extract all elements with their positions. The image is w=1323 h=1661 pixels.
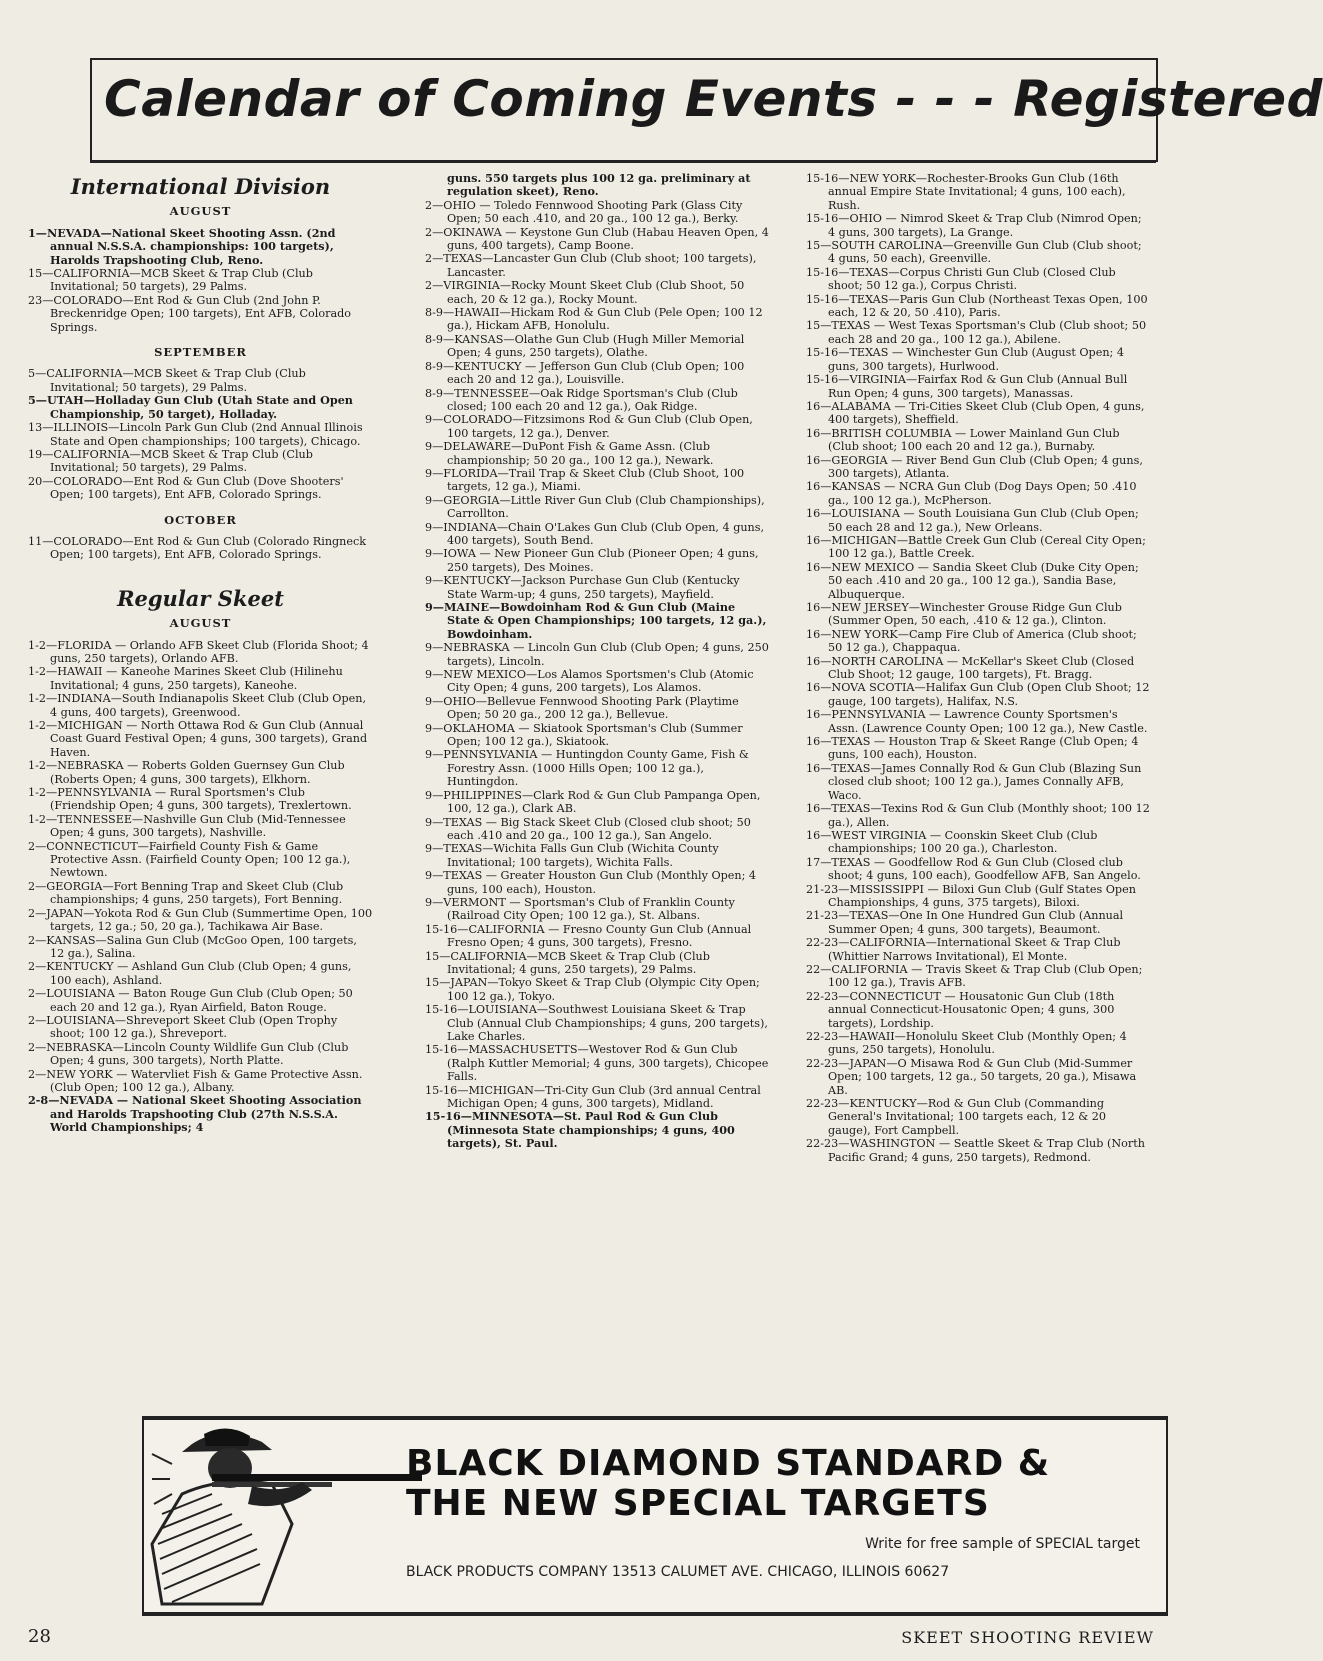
event-entry: 16—NEW YORK—Camp Fire Club of America (Club shoot; 50 12 ga.), Chappaqua. xyxy=(806,627,1137,655)
event-entry: 11—COLORADO—Ent Rod & Gun Club (Colorado Ringneck Open; 100 targets), Ent AFB, Colorado Springs. xyxy=(28,534,367,562)
event-entry: 1-2—MICHIGAN — North Ottawa Rod & Gun Club (Annual Coast Guard Festival Open; 4 guns, 300 targets), Grand Haven. xyxy=(28,719,368,759)
event-entry: 8-9—TENNESSEE—Oak Ridge Sportsman's Club (Club closed; 100 each 20 and 12 ga.), Oak Ridge. xyxy=(425,386,738,413)
event-entry: 9—COLORADO—Fitzsimons Rod & Gun Club (Club Open, 100 targets, 12 ga.), Denver. xyxy=(425,413,753,440)
header-rule xyxy=(90,160,1156,163)
event-entry: 15-16—MICHIGAN—Tri-City Gun Club (3rd annual Central Michigan Open; 4 guns, 300 targets), Midland. xyxy=(425,1083,761,1111)
event-entry: 16—MICHIGAN—Battle Creek Gun Club (Cereal City Open; 100 12 ga.), Battle Creek. xyxy=(806,533,1146,561)
advertisement xyxy=(142,1416,1168,1616)
event-entry: 5—CALIFORNIA—MCB Skeet & Trap Club (Club Invitational; 50 targets), 29 Palms. xyxy=(28,367,306,394)
event-entry: 16—GEORGIA — River Bend Gun Club (Club Open; 4 guns, 300 targets), Atlanta. xyxy=(806,453,1143,480)
event-entry: 1-2—NEBRASKA — Roberts Golden Guernsey Gun Club (Roberts Open; 4 guns, 300 targets), Elkhorn. xyxy=(28,759,345,786)
page-header xyxy=(90,58,1323,162)
event-entry: 2—LOUISIANA—Shreveport Skeet Club (Open Trophy shoot; 100 12 ga.), Shreveport. xyxy=(28,1013,338,1041)
event-entry: 15—CALIFORNIA—MCB Skeet & Trap Club (Club Invitational; 50 targets), 29 Palms. xyxy=(28,267,313,294)
event-entry: 2—KENTUCKY — Ashland Gun Club (Club Open; 4 guns, 100 each), Ashland. xyxy=(28,960,352,987)
event-entry: 1-2—FLORIDA — Orlando AFB Skeet Club (Florida Shoot; 4 guns, 250 targets), Orlando AFB. xyxy=(28,638,369,665)
column-1 xyxy=(28,172,373,1135)
event-entry: 9—PENNSYLVANIA — Huntingdon County Game, Fish & Forestry Assn. (1000 Hills Open; 100 12 ga.), Huntingdon. xyxy=(425,748,749,789)
event-entry: 2—JAPAN—Yokota Rod & Gun Club (Summertime Open, 100 targets, 12 ga.; 50, 20 ga.), Tachikawa Air Base. xyxy=(28,906,373,934)
event-entry: 2—CONNECTICUT—Fairfield County Fish & Game Protective Assn. (Fairfield County Open; 100 12 ga.), Newtown. xyxy=(28,839,351,880)
event-entry: 19—CALIFORNIA—MCB Skeet & Trap Club (Club Invitational; 50 targets), 29 Palms. xyxy=(28,447,313,475)
event-entry: 15-16—TEXAS—Corpus Christi Gun Club (Closed Club shoot; 50 12 ga.), Corpus Christi. xyxy=(806,265,1116,293)
event-entry: 9—FLORIDA—Trail Trap & Skeet Club (Club Shoot, 100 targets, 12 ga.), Miami. xyxy=(425,466,745,494)
event-entry: 9—OHIO—Bellevue Fennwood Shooting Park (Playtime Open; 50 20 ga., 200 12 ga.), Bellevue. xyxy=(425,694,739,722)
regular-col3-list xyxy=(806,172,1151,1164)
event-entry: 15-16—CALIFORNIA — Fresno County Gun Club (Annual Fresno Open; 4 guns, 300 targets), Fresno. xyxy=(425,922,752,950)
event-entry: 16—TEXAS — Houston Trap & Skeet Range (Club Open; 4 guns, 100 each), Houston. xyxy=(806,735,1139,762)
event-entry: 8-9—KENTUCKY — Jefferson Gun Club (Club Open; 100 each 20 and 12 ga.), Louisville. xyxy=(425,359,745,387)
ad-address: BLACK PRODUCTS COMPANY 13513 CALUMET AVE. CHICAGO, ILLINOIS 60627 xyxy=(406,1564,950,1580)
event-entry: 9—DELAWARE—DuPont Fish & Game Assn. (Club championship; 50 20 ga., 100 12 ga.), Newark. xyxy=(425,440,714,467)
event-entry: 22-23—JAPAN—O Misawa Rod & Gun Club (Mid-Summer Open; 100 targets, 12 ga., 50 targets, 20 ga.), Misawa AB. xyxy=(806,1056,1137,1097)
event-entry: 20—COLORADO—Ent Rod & Gun Club (Dove Shooters' Open; 100 targets), Ent AFB, Colorado Springs. xyxy=(28,474,344,502)
event-entry: 15-16—LOUISIANA—Southwest Louisiana Skeet & Trap Club (Annual Club Championships; 4 guns, 200 targets), Lake Charles. xyxy=(425,1003,768,1043)
event-entry: 16—LOUISIANA — South Louisiana Gun Club (Club Open; 50 each 28 and 12 ga.), New Orleans. xyxy=(806,507,1139,534)
event-entry: 17—TEXAS — Goodfellow Rod & Gun Club (Closed club shoot; 4 guns, 100 each), Goodfellow AFB, San Angelo. xyxy=(806,855,1141,883)
event-entry: 16—NEW MEXICO — Sandia Skeet Club (Duke City Open; 50 each .410 and 20 ga., 100 12 ga.), Sandia Base, Albuquerque. xyxy=(806,560,1139,601)
event-entry: 9—INDIANA—Chain O'Lakes Gun Club (Club Open, 4 guns, 400 targets), South Bend. xyxy=(425,520,765,547)
event-entry: 16—NORTH CAROLINA — McKellar's Skeet Club (Closed Club Shoot; 12 gauge, 100 targets), Ft. Bragg. xyxy=(806,654,1135,682)
hunter-icon xyxy=(152,1424,432,1604)
page-number: 28 xyxy=(28,1626,51,1647)
event-entry: 16—WEST VIRGINIA — Coonskin Skeet Club (Club championships; 100 20 ga.), Charleston. xyxy=(806,828,1098,856)
intl-september-label: SEPTEMBER xyxy=(154,345,247,360)
event-entry: 9—GEORGIA—Little River Gun Club (Club Championships), Carrollton. xyxy=(425,493,765,521)
magazine-name: SKEET SHOOTING REVIEW xyxy=(901,1628,1154,1647)
ad-headline-line-1: BLACK DIAMOND STANDARD & xyxy=(406,1443,1051,1484)
event-entry: 16—PENNSYLVANIA — Lawrence County Sportsmen's Assn. (Lawrence County Open; 100 12 ga.), New Castle. xyxy=(806,708,1148,735)
event-entry: 16—ALABAMA — Tri-Cities Skeet Club (Club Open, 4 guns, 400 targets), Sheffield. xyxy=(806,399,1145,427)
event-entry: 15-16—OHIO — Nimrod Skeet & Trap Club (Nimrod Open; 4 guns, 300 targets), La Grange. xyxy=(806,212,1142,239)
intl-august-label: AUGUST xyxy=(169,204,232,219)
event-entry: 2—VIRGINIA—Rocky Mount Skeet Club (Club Shoot, 50 each, 20 & 12 ga.), Rocky Mount. xyxy=(425,279,745,306)
event-entry: 2-8—NEVADA — National Skeet Shooting Association and Harolds Trapshooting Club (27th N.S.S.A. World Championships; 4 xyxy=(28,1093,362,1135)
event-entry: 15—CALIFORNIA—MCB Skeet & Trap Club (Club Invitational; 4 guns, 250 targets), 29 Palms. xyxy=(425,949,710,976)
regular-title: Regular Skeet xyxy=(117,585,284,611)
event-entry: 15—SOUTH CAROLINA—Greenville Gun Club (Club shoot; 4 guns, 50 each), Greenville. xyxy=(806,239,1142,266)
event-entry: 9—IOWA — New Pioneer Gun Club (Pioneer Open; 4 guns, 250 targets), Des Moines. xyxy=(425,547,759,574)
event-entry: 2—GEORGIA—Fort Benning Trap and Skeet Club (Club championships; 4 guns, 250 targets), Fort Benning. xyxy=(28,879,344,907)
event-entry: 9—NEBRASKA — Lincoln Gun Club (Club Open; 4 guns, 250 targets), Lincoln. xyxy=(425,641,769,668)
event-entry: 22-23—KENTUCKY—Rod & Gun Club (Commanding General's Invitational; 100 targets each, 12 & 20 gauge), Fort Campbell. xyxy=(806,1097,1107,1137)
event-entry: 15-16—TEXAS—Paris Gun Club (Northeast Texas Open, 100 each, 12 & 20, 50 .410), Paris. xyxy=(806,292,1148,320)
event-entry: 1-2—INDIANA—South Indianapolis Skeet Club (Club Open, 4 guns, 400 targets), Greenwood. xyxy=(28,692,366,719)
event-entry: 9—TEXAS — Big Stack Skeet Club (Closed club shoot; 50 each .410 and 20 ga., 100 12 ga.), San Angelo. xyxy=(425,815,751,842)
intl-october-label: OCTOBER xyxy=(164,512,237,527)
page-title: Calendar of Coming Events - - - Registered xyxy=(104,70,1323,128)
event-entry: 1—NEVADA—National Skeet Shooting Assn. (2nd annual N.S.S.A. championships: 100 targets), Harolds Trapshooting Club, Reno. xyxy=(28,225,336,267)
event-entry: 15—TEXAS — West Texas Sportsman's Club (Club shoot; 50 each 28 and 20 ga., 100 12 ga.), Abilene. xyxy=(806,319,1147,346)
event-entry: 2—NEW YORK — Watervliet Fish & Game Protective Assn. (Club Open; 100 12 ga.), Albany. xyxy=(28,1067,363,1094)
event-entry: 1-2—PENNSYLVANIA — Rural Sportsmen's Club (Friendship Open; 4 guns, 300 targets), Trexlertown. xyxy=(28,786,352,813)
event-entry: 16—TEXAS—James Connally Rod & Gun Club (Blazing Sun closed club shoot; 100 12 ga.), James Connally AFB, Waco. xyxy=(806,761,1142,802)
event-entry: 9—MAINE—Bowdoinham Rod & Gun Club (Maine State & Open Championships; 100 targets, 12 ga.), Bowdoinham. xyxy=(425,600,767,641)
regular-col1-list xyxy=(28,639,373,1135)
event-entry: 16—NOVA SCOTIA—Halifax Gun Club (Open Club Shoot; 12 gauge, 100 targets), Halifax, N.S. xyxy=(806,681,1150,708)
event-entry: 9—PHILIPPINES—Clark Rod & Gun Club Pampanga Open, 100, 12 ga.), Clark AB. xyxy=(425,788,761,816)
event-entry: 9—NEW MEXICO—Los Alamos Sportsmen's Club (Atomic City Open; 4 guns, 200 targets), Los Alamos. xyxy=(425,668,754,695)
event-entry: 22-23—WASHINGTON — Seattle Skeet & Trap Club (North Pacific Grand; 4 guns, 250 targets), Redmond. xyxy=(806,1137,1145,1164)
event-entry: 21-23—MISSISSIPPI — Biloxi Gun Club (Gulf States Open Championships, 4 guns, 375 targets), Biloxi. xyxy=(806,882,1136,909)
event-entry: 15—JAPAN—Tokyo Skeet & Trap Club (Olympic City Open; 100 12 ga.), Tokyo. xyxy=(425,976,760,1003)
event-entry: 9—KENTUCKY—Jackson Purchase Gun Club (Kentucky State Warm-up; 4 guns, 250 targets), Mayfield. xyxy=(425,574,740,601)
column-2 xyxy=(425,172,770,1151)
event-entry: 2—TEXAS—Lancaster Gun Club (Club shoot; 100 targets), Lancaster. xyxy=(425,252,757,279)
event-entry: 9—OKLAHOMA — Skiatook Sportsman's Club (Summer Open; 100 12 ga.), Skiatook. xyxy=(425,721,743,749)
international-title: International Division xyxy=(70,174,331,199)
event-entry: 22-23—CALIFORNIA—International Skeet & Trap Club (Whittier Narrows Invitational), El Monte. xyxy=(806,936,1121,963)
event-entry: 2—OHIO — Toledo Fennwood Shooting Park (Glass City Open; 50 each .410, and 20 ga., 100 12 ga.), Berky. xyxy=(425,198,743,226)
event-entry: 2—NEBRASKA—Lincoln County Wildlife Gun Club (Club Open; 4 guns, 300 targets), North Platte. xyxy=(28,1040,349,1068)
event-entry: 8-9—KANSAS—Olathe Gun Club (Hugh Miller Memorial Open; 4 guns, 250 targets), Olathe. xyxy=(425,332,745,360)
event-entry: 22-23—CONNECTICUT — Housatonic Gun Club (18th annual Connecticut-Housatonic Open; 4 guns, 300 targets), Lordship. xyxy=(806,989,1115,1030)
event-entry: 15-16—MASSACHUSETTS—Westover Rod & Gun Club (Ralph Kuttler Memorial; 4 guns, 300 targets), Chicopee Falls. xyxy=(425,1043,769,1084)
event-entry: 2—KANSAS—Salina Gun Club (McGoo Open, 100 targets, 12 ga.), Salina. xyxy=(28,933,357,960)
event-entry: 1-2—HAWAII — Kaneohe Marines Skeet Club (Hilinehu Invitational; 4 guns, 250 targets), Kaneohe. xyxy=(28,665,343,692)
event-entry: 9—TEXAS—Wichita Falls Gun Club (Wichita County Invitational; 100 targets), Wichita Falls. xyxy=(425,842,719,869)
event-entry: 13—ILLINOIS—Lincoln Park Gun Club (2nd Annual Illinois State and Open championships; 100 targets), Chicago. xyxy=(28,421,363,448)
event-entry: 22—CALIFORNIA — Travis Skeet & Trap Club (Club Open; 100 12 ga.), Travis AFB. xyxy=(806,962,1143,990)
event-entry: 16—BRITISH COLUMBIA — Lower Mainland Gun Club (Club shoot; 100 each 20 and 12 ga.), Burnaby. xyxy=(806,426,1120,454)
event-entry: 15-16—VIRGINIA—Fairfax Rod & Gun Club (Annual Bull Run Open; 4 guns, 300 targets), Manassas. xyxy=(806,373,1128,400)
event-entry: 16—NEW JERSEY—Winchester Grouse Ridge Gun Club (Summer Open, 50 each, .410 & 12 ga.), Clinton. xyxy=(806,601,1122,628)
regular-august-label: AUGUST xyxy=(169,616,232,631)
ad-subtext: Write for free sample of SPECIAL target xyxy=(865,1536,1140,1552)
event-entry: 23—COLORADO—Ent Rod & Gun Club (2nd John P. Breckenridge Open; 100 targets), Ent AFB, Colorado Springs. xyxy=(28,293,352,334)
ad-headline xyxy=(406,1444,1050,1524)
event-entry: 16—KANSAS — NCRA Gun Club (Dog Days Open; 50 .410 ga., 100 12 ga.), McPherson. xyxy=(806,480,1137,507)
event-entry: 2—LOUISIANA — Baton Rouge Gun Club (Club Open; 50 each 20 and 12 ga.), Ryan Airfield, Baton Rouge. xyxy=(28,987,353,1014)
event-entry: 9—TEXAS — Greater Houston Gun Club (Monthly Open; 4 guns, 100 each), Houston. xyxy=(425,869,757,896)
event-entry: 9—VERMONT — Sportsman's Club of Franklin County (Railroad City Open; 100 12 ga.), St. Albans. xyxy=(425,895,735,923)
event-entry: 2—OKINAWA — Keystone Gun Club (Habau Heaven Open, 4 guns, 400 targets), Camp Boone. xyxy=(425,225,769,253)
event-entry: 1-2—TENNESSEE—Nashville Gun Club (Mid-Tennessee Open; 4 guns, 300 targets), Nashville. xyxy=(28,812,346,840)
event-entry: 15-16—MINNESOTA—St. Paul Rod & Gun Club (Minnesota State championships; 4 guns, 400 targets), St. Paul. xyxy=(425,1109,735,1151)
event-entry: guns. 550 targets plus 100 12 ga. preliminary at regulation skeet), Reno. xyxy=(447,171,751,199)
ad-headline-line-2: THE NEW SPECIAL TARGETS xyxy=(406,1483,990,1524)
column-3 xyxy=(806,172,1151,1164)
intl-september-list xyxy=(28,367,373,501)
event-entry: 15-16—NEW YORK—Rochester-Brooks Gun Club (16th annual Empire State Invitational; 4 guns, 100 each), Rush. xyxy=(806,172,1126,212)
regular-col2-list xyxy=(425,172,770,1151)
event-entry: 5—UTAH—Holladay Gun Club (Utah State and Open Championship, 50 target), Holladay. xyxy=(28,393,353,421)
intl-august-list xyxy=(28,227,373,334)
event-entry: 16—TEXAS—Texins Rod & Gun Club (Monthly shoot; 100 12 ga.), Allen. xyxy=(806,802,1150,829)
event-entry: 15-16—TEXAS — Winchester Gun Club (August Open; 4 guns, 300 targets), Hurlwood. xyxy=(806,346,1124,373)
intl-october-list xyxy=(28,535,373,562)
event-entry: 22-23—HAWAII—Honolulu Skeet Club (Monthly Open; 4 guns, 250 targets), Honolulu. xyxy=(806,1030,1127,1057)
event-entry: 8-9—HAWAII—Hickam Rod & Gun Club (Pele Open; 100 12 ga.), Hickam AFB, Honolulu. xyxy=(425,306,763,333)
event-entry: 21-23—TEXAS—One In One Hundred Gun Club (Annual Summer Open; 4 guns, 300 targets), Beaumont. xyxy=(806,909,1124,936)
